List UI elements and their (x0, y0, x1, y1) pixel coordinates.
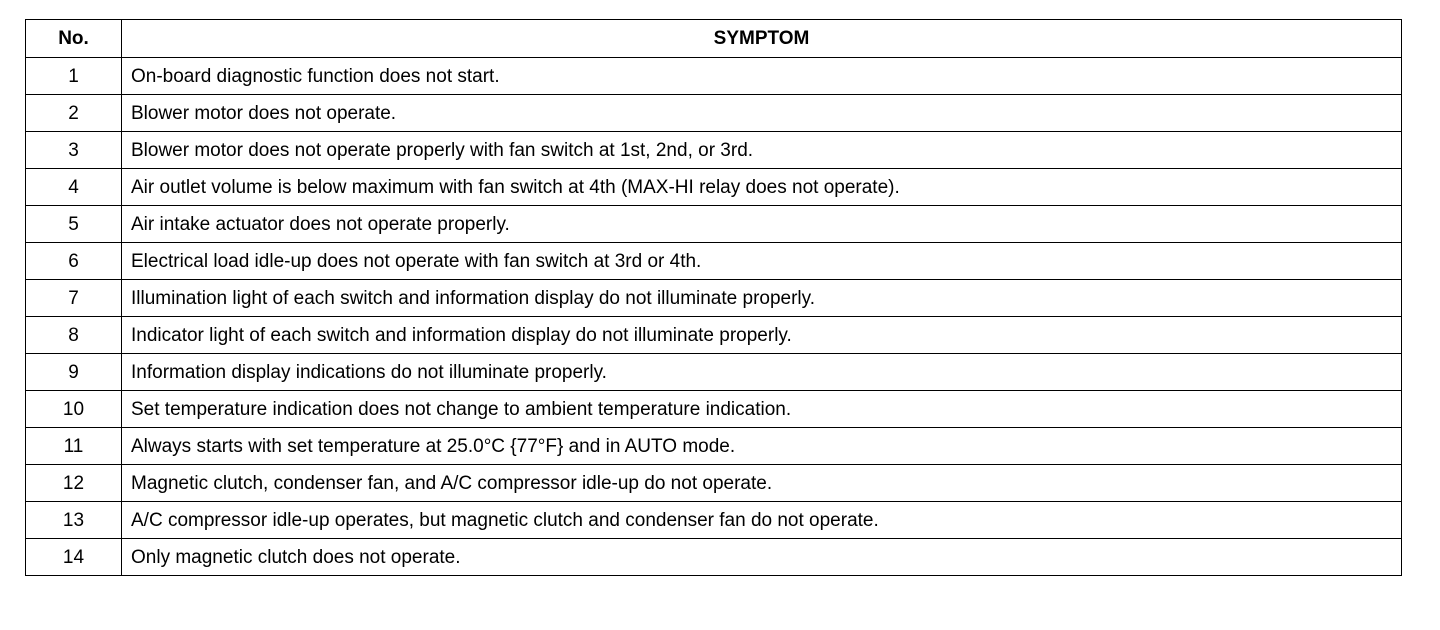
row-symptom: Indicator light of each switch and information display do not illuminate properly. (122, 317, 1402, 354)
column-header-symptom: SYMPTOM (122, 20, 1402, 58)
row-number: 6 (26, 243, 122, 280)
table-row (26, 206, 1402, 243)
table-row (26, 391, 1402, 428)
row-symptom: Air intake actuator does not operate properly. (122, 206, 1402, 243)
row-number: 13 (26, 502, 122, 539)
row-symptom: Blower motor does not operate. (122, 95, 1402, 132)
table-row (26, 502, 1402, 539)
column-header-no: No. (26, 20, 122, 58)
row-number: 3 (26, 132, 122, 169)
row-symptom: Set temperature indication does not change to ambient temperature indication. (122, 391, 1402, 428)
row-number: 12 (26, 465, 122, 502)
row-symptom: Blower motor does not operate properly with fan switch at 1st, 2nd, or 3rd. (122, 132, 1402, 169)
row-symptom: Illumination light of each switch and information display do not illuminate properly. (122, 280, 1402, 317)
table-row (26, 317, 1402, 354)
table-row (26, 58, 1402, 95)
row-number: 11 (26, 428, 122, 465)
table-row (26, 354, 1402, 391)
row-number: 14 (26, 539, 122, 576)
row-number: 10 (26, 391, 122, 428)
row-number: 5 (26, 206, 122, 243)
row-symptom: Electrical load idle-up does not operate with fan switch at 3rd or 4th. (122, 243, 1402, 280)
row-number: 7 (26, 280, 122, 317)
symptom-table (25, 19, 1402, 576)
row-number: 9 (26, 354, 122, 391)
table-row (26, 243, 1402, 280)
table-row (26, 465, 1402, 502)
table-row (26, 280, 1402, 317)
row-number: 1 (26, 58, 122, 95)
table-row (26, 132, 1402, 169)
table-row (26, 169, 1402, 206)
row-number: 2 (26, 95, 122, 132)
row-symptom: A/C compressor idle-up operates, but magnetic clutch and condenser fan do not operate. (122, 502, 1402, 539)
row-symptom: Magnetic clutch, condenser fan, and A/C compressor idle-up do not operate. (122, 465, 1402, 502)
table-header-row (26, 20, 1402, 58)
table-row (26, 95, 1402, 132)
row-symptom: Air outlet volume is below maximum with fan switch at 4th (MAX-HI relay does not operate). (122, 169, 1402, 206)
row-symptom: Only magnetic clutch does not operate. (122, 539, 1402, 576)
table-row (26, 428, 1402, 465)
table-row (26, 539, 1402, 576)
row-symptom: Always starts with set temperature at 25.0°C {77°F} and in AUTO mode. (122, 428, 1402, 465)
row-number: 8 (26, 317, 122, 354)
row-symptom: On-board diagnostic function does not start. (122, 58, 1402, 95)
row-symptom: Information display indications do not illuminate properly. (122, 354, 1402, 391)
row-number: 4 (26, 169, 122, 206)
